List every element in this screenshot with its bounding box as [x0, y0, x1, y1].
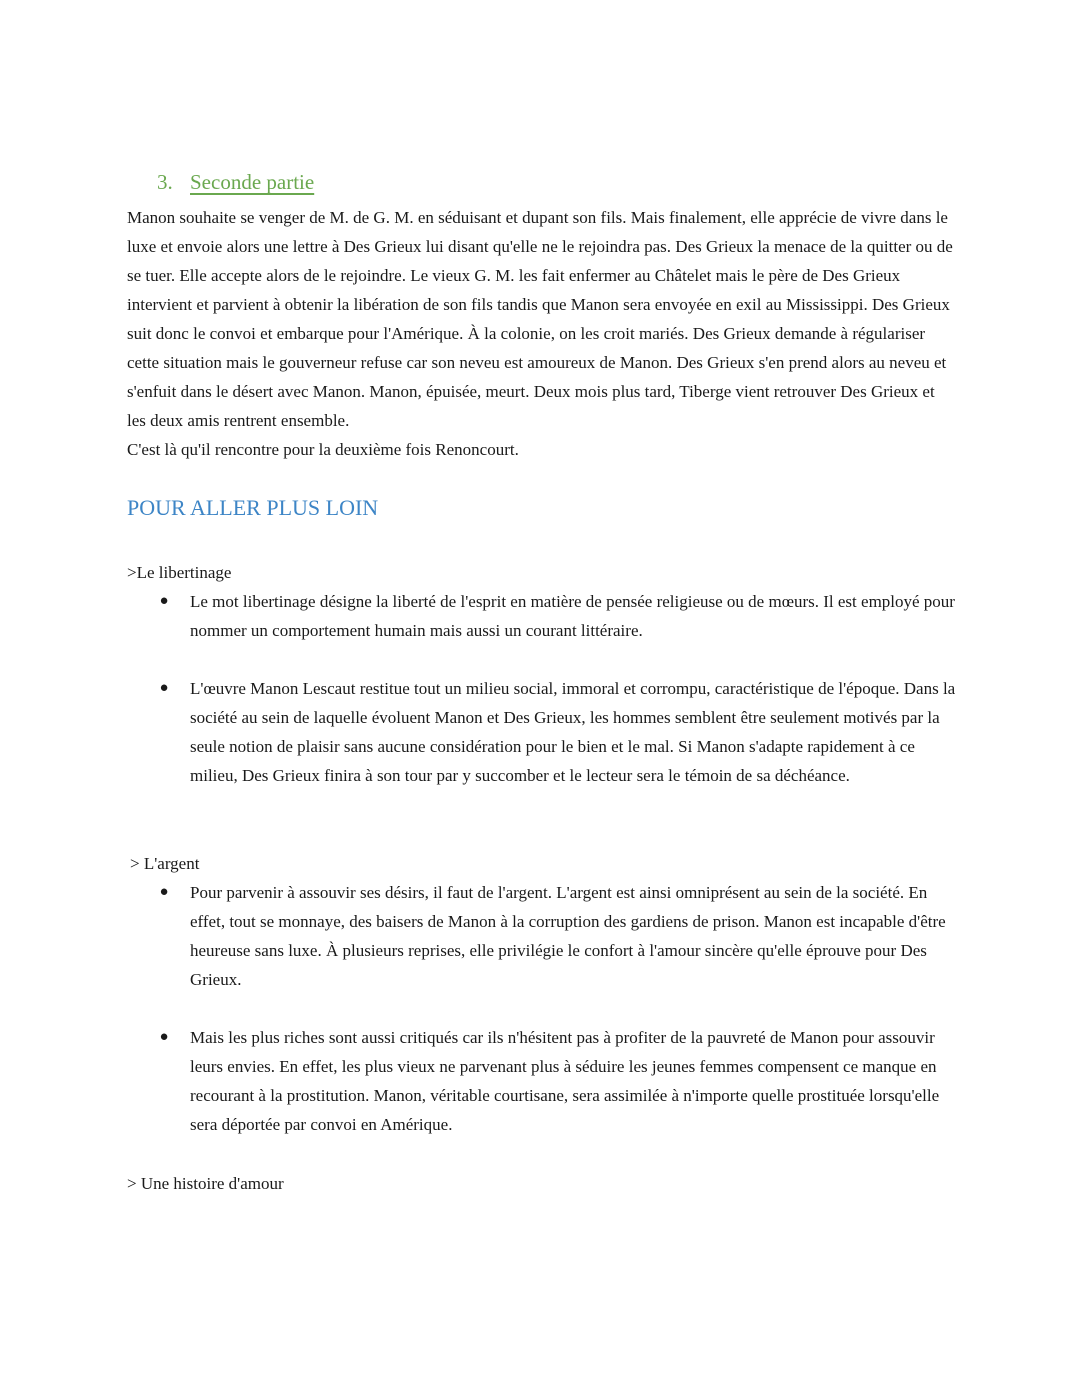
bullet-icon: ●: [159, 593, 169, 609]
section-title: Seconde partie: [190, 170, 315, 194]
bullet-text: Pour parvenir à assouvir ses désirs, il faut de l'argent. L'argent est ainsi omniprésent au sein de la société. En effet, tout se monnaye, des baisers de Manon à la corruption des gardiens de prison. Manon est incapable d'être heureuse sans luxe. À plusieurs reprises, elle privilégie le confort à l'amour sincère qu'elle éprouve pour Des Grieux.: [190, 883, 946, 989]
summary-paragraph-block: [127, 203, 957, 464]
list-item: [159, 674, 960, 790]
list-item: [159, 878, 960, 994]
bullet-icon: ●: [159, 680, 169, 696]
further-heading: POUR ALLER PLUS LOIN: [127, 495, 379, 520]
list-item: [159, 1023, 960, 1139]
bullet-icon: ●: [159, 1029, 169, 1045]
list-item: [159, 587, 960, 645]
closing-line: C'est là qu'il rencontre pour la deuxième fois Renoncourt.: [127, 440, 519, 459]
topic-libertinage: >Le libertinage: [127, 563, 232, 582]
bullet-text: Mais les plus riches sont aussi critiqués car ils n'hésitent pas à profiter de la pauvreté de Manon pour assouvir leurs envies. En effet, les plus vieux ne parvenant plus à séduire les jeunes femmes compensent ce manque en recourant à la prostitution. Manon, véritable courtisane, sera assimilée à n'importe quelle prostituée lorsqu'elle sera déportée par convoi en Amérique.: [190, 1028, 940, 1134]
bullet-text: Le mot libertinage désigne la liberté de l'esprit en matière de pensée religieuse ou de mœurs. Il est employé pour nommer un comportement humain mais aussi un courant littéraire.: [190, 592, 955, 640]
topic-argent: > L'argent: [130, 854, 200, 873]
bullet-icon: ●: [159, 884, 169, 900]
section-number: 3.: [157, 170, 173, 194]
bullet-text: L'œuvre Manon Lescaut restitue tout un milieu social, immoral et corrompu, caractéristique de l'époque. Dans la société au sein de laquelle évoluent Manon et Des Grieux, les hommes semblent être seulement motivés par la seule notion de plaisir sans aucune considération pour le bien et le mal. Si Manon s'adapte rapidement à ce milieu, Des Grieux finira à son tour par y succomber et le lecteur sera le témoin de sa déchéance.: [190, 679, 956, 785]
section-heading: [157, 170, 314, 195]
topic-amour: > Une histoire d'amour: [127, 1174, 284, 1193]
summary-paragraph: Manon souhaite se venger de M. de G. M. en séduisant et dupant son fils. Mais finalement, elle apprécie de vivre dans le luxe et envoie alors une lettre à Des Grieux lui disant qu'elle ne le rejoindra pas. Des Grieux la menace de la quitter ou de se tuer. Elle accepte alors de le rejoindre. Le vieux G. M. les fait enfermer au Châtelet mais le père de Des Grieux intervient et parvient à obtenir la libération de son fils tandis que Manon sera envoyée en exil au Mississippi. Des Grieux suit donc le convoi et embarque pour l'Amérique. À la colonie, on les croit mariés. Des Grieux demande à régulariser cette situation mais le gouverneur refuse car son neveu est amoureux de Manon. Des Grieux s'en prend alors au neveu et s'enfuit dans le désert avec Manon. Manon, épuisée, meurt. Deux mois plus tard, Tiberge vient retrouver Des Grieux et les deux amis rentrent ensemble.: [127, 208, 953, 430]
